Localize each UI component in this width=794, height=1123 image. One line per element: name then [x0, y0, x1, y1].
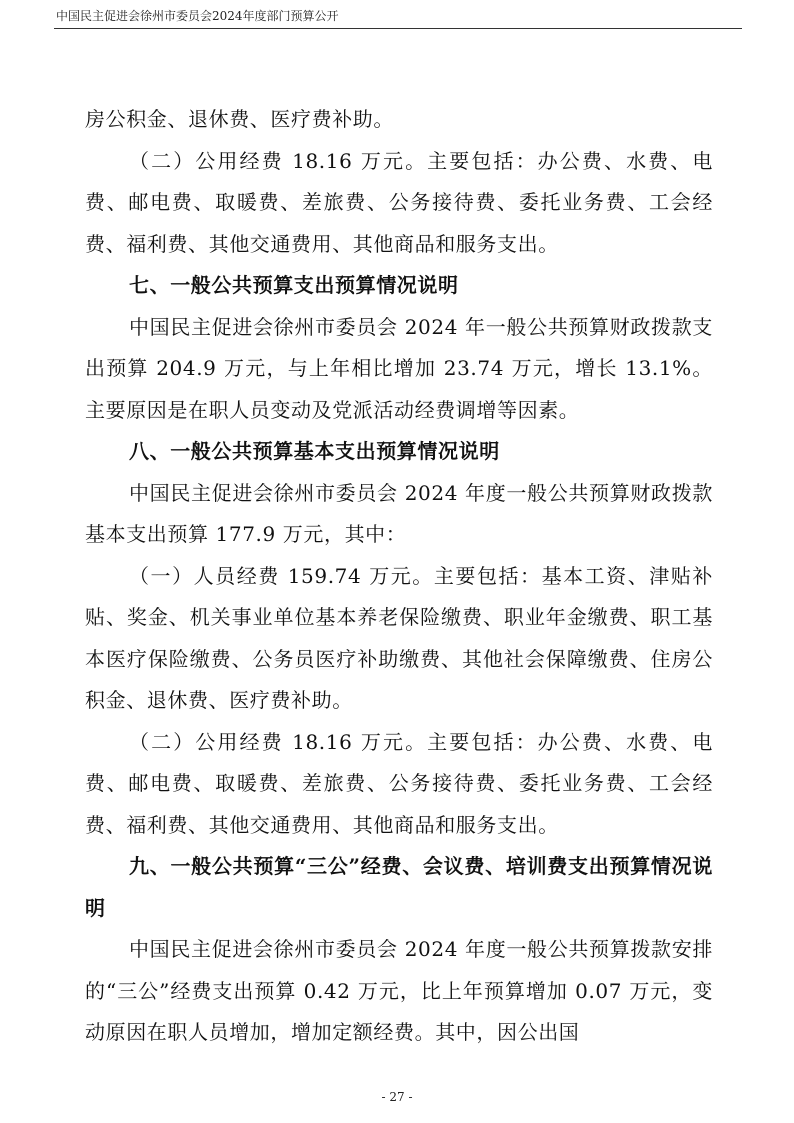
paragraph-basic-expenditure: 中国民主促进会徐州市委员会 2024 年度一般公共预算财政拨款基本支出预算 177.9 万元，其中：	[85, 480, 713, 546]
paragraph-budget-expenditure: 中国民主促进会徐州市委员会 2024 年一般公共预算财政拨款支出预算 204.9 万元，与上年相比增加 23.74 万元，增长 13.1%。主要原因是在职人员变动及党派活动经费调增等因素。	[85, 314, 713, 422]
paragraph-three-public-expenses: 中国民主促进会徐州市委员会 2024 年度一般公共预算拨款安排的“三公”经费支出预算 0.42 万元，比上年预算增加 0.07 万元，变动原因在职人员增加，增加定额经费。其中，因公出国	[85, 937, 713, 1044]
paragraph-personnel-expense: （一）人员经费 159.74 万元。主要包括：基本工资、津贴补贴、奖金、机关事业单位基本养老保险缴费、职业年金缴费、职工基本医疗保险缴费、公务员医疗补助缴费、其他社会保障缴费、住房公积金、退休费、医疗费补助。	[85, 563, 713, 712]
header-divider	[54, 28, 742, 29]
page-header: 中国民主促进会徐州市委员会2024年度部门预算公开	[56, 9, 339, 23]
paragraph-continuation: 房公积金、退休费、医疗费补助。	[85, 107, 394, 131]
section-heading-8: 八、一般公共预算基本支出预算情况说明	[129, 439, 500, 463]
paragraph-public-expense-2: （二）公用经费 18.16 万元。主要包括：办公费、水费、电费、邮电费、取暖费、差旅费、公务接待费、委托业务费、工会经费、福利费、其他交通费用、其他商品和服务支出。	[85, 729, 713, 837]
document-body	[85, 99, 713, 1054]
section-heading-9: 九、一般公共预算“三公”经费、会议费、培训费支出预算情况说明	[85, 854, 713, 920]
section-heading-7: 七、一般公共预算支出预算情况说明	[129, 273, 459, 297]
paragraph-public-expense: （二）公用经费 18.16 万元。主要包括：办公费、水费、电费、邮电费、取暖费、差旅费、公务接待费、委托业务费、工会经费、福利费、其他交通费用、其他商品和服务支出。	[85, 148, 713, 256]
page-number: - 27 -	[381, 1090, 413, 1104]
